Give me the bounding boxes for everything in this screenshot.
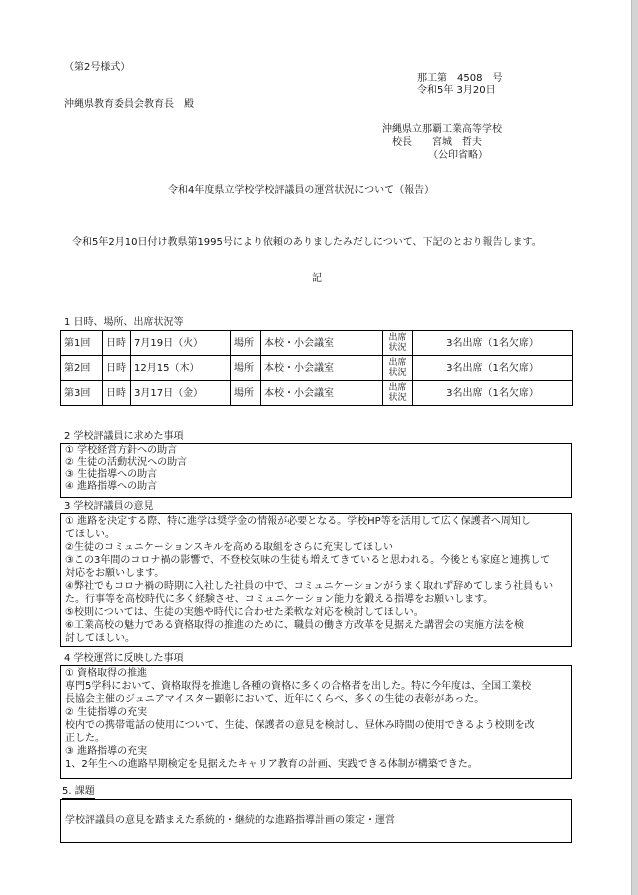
list-item: ③ 生徒指導への助言 [65, 469, 158, 480]
date-label: 日時 [103, 331, 131, 356]
issue-text: 学校評議員の意見を踏まえた系統的・継続的な進路指導計画の策定・運営 [65, 815, 395, 826]
status-label: 出席状況 [383, 331, 413, 356]
attendance-status: 3名出席（1名欠席） [413, 331, 573, 356]
section4-box [60, 665, 572, 779]
opinion-line: ④弊社でもコロナ禍の時期に入社した社員の中で、コミュニケーションがうまく取れず辞めてしまう社員もい [65, 581, 554, 592]
reflection-line: ③ 進路指導の充実 [65, 746, 148, 757]
table-row [61, 331, 573, 356]
form-number: （第2号様式） [64, 62, 131, 73]
meeting-date: 7月19日（火） [131, 331, 231, 356]
section1-heading: 1 日時、場所、出席状況等 [64, 317, 184, 328]
recipient: 沖縄県教育委員会教育長 殿 [64, 99, 194, 110]
meeting-number: 第1回 [61, 331, 103, 356]
document-number: 那工第 4508 号 [417, 73, 503, 84]
section5-box [60, 799, 572, 843]
reflection-line: 長協会主催のジュニアマイスター顕彰において、近年にくらべ、多くの生徒の表彰があった。 [65, 694, 485, 705]
intro-text: 令和5年2月10日付け教県第1995号により依頼のありましたみだしについて、下記のとおり報告します。 [72, 237, 542, 248]
list-item: ① 学校経営方針への助言 [65, 445, 178, 456]
reflection-line: 専門5学科において、資格取得を推進し各種の資格に多くの合格者を出した。特に今年度は、全国工業校 [65, 681, 532, 692]
opinion-line: た。行事等を高校時代に多く経験させ、コミュニケーション能力を鍛える指導をお願いします。 [65, 594, 494, 605]
reflection-line: 正した。 [65, 733, 105, 744]
opinion-line: ⑥工業高校の魅力である資格取得の推進のために、職員の働き方改革を見据えた講習会の実施方法を検 [65, 620, 524, 631]
reflection-line: ① 資格取得の推進 [65, 668, 148, 679]
status-label: 出席状況 [383, 381, 413, 406]
opinion-line: ⑤校則については、生徒の実態や時代に合わせた柔軟な対応を検討してほしい。 [65, 607, 424, 618]
place-label: 場所 [231, 381, 261, 406]
reflection-line: 1、2年生への進路早期検定を見据えたキャリア教育の計画、実践できる体制が構築できた。 [65, 759, 478, 770]
ki-mark: 記 [312, 273, 322, 284]
meeting-number: 第2回 [61, 356, 103, 381]
opinion-line: ②生徒のコミュニケーションスキルを高める取組をさらに充実してほしい [65, 542, 393, 553]
page-edge [632, 0, 638, 895]
seal-note: （公印省略） [428, 150, 488, 161]
sender-school: 沖縄県立那覇工業高等学校 [382, 124, 502, 135]
document-date: 令和5年 3月20日 [417, 85, 496, 96]
date-label: 日時 [103, 381, 131, 406]
reflection-line: 校内での携帯電話の使用について、生徒、保護者の意見を検討し、昼休み時間の使用できるよう校則を改 [65, 720, 535, 731]
section3-box [60, 513, 572, 647]
place-label: 場所 [231, 356, 261, 381]
attendance-table [60, 330, 573, 406]
section3-heading: 3 学校評議員の意見 [64, 501, 154, 512]
meeting-place: 本校・小会議室 [261, 381, 383, 406]
table-row [61, 356, 573, 381]
attendance-status: 3名出席（1名欠席） [413, 381, 573, 406]
opinion-line: 討してほしい。 [65, 633, 135, 644]
date-label: 日時 [103, 356, 131, 381]
reflection-line: ② 生徒指導の充実 [65, 707, 148, 718]
place-label: 場所 [231, 331, 261, 356]
list-item: ② 生徒の活動状況への助言 [65, 457, 188, 468]
meeting-date: 12月15（木） [131, 356, 231, 381]
sender-principal: 校長 宮城 哲夫 [392, 137, 482, 148]
opinion-line: ① 進路を決定する際、特に進学は奨学金の情報が必要となる。学校HP等を活用して広く保護者へ周知し [65, 516, 531, 527]
meeting-date: 3月17日（金） [131, 381, 231, 406]
section5-heading: 5. 課題 [62, 786, 95, 797]
list-item: ④ 進路指導への助言 [65, 481, 158, 492]
section4-heading: 4 学校運営に反映した事項 [64, 653, 184, 664]
meeting-place: 本校・小会議室 [261, 331, 383, 356]
document-title: 令和4年度県立学校学校評議員の運営状況について（報告） [168, 185, 435, 196]
attendance-status: 3名出席（1名欠席） [413, 356, 573, 381]
opinion-line: てほしい。 [65, 529, 115, 540]
meeting-number: 第3回 [61, 381, 103, 406]
section2-heading: 2 学校評議員に求めた事項 [64, 431, 184, 442]
meeting-place: 本校・小会議室 [261, 356, 383, 381]
opinion-line: ③この3年間のコロナ禍の影響で、不登校気味の生徒も増えてきていると思われる。今後とも家庭と連携して [65, 555, 551, 566]
opinion-line: 対応をお願いします。 [65, 568, 165, 579]
section2-box [60, 443, 572, 498]
table-row [61, 381, 573, 406]
status-label: 出席状況 [383, 356, 413, 381]
